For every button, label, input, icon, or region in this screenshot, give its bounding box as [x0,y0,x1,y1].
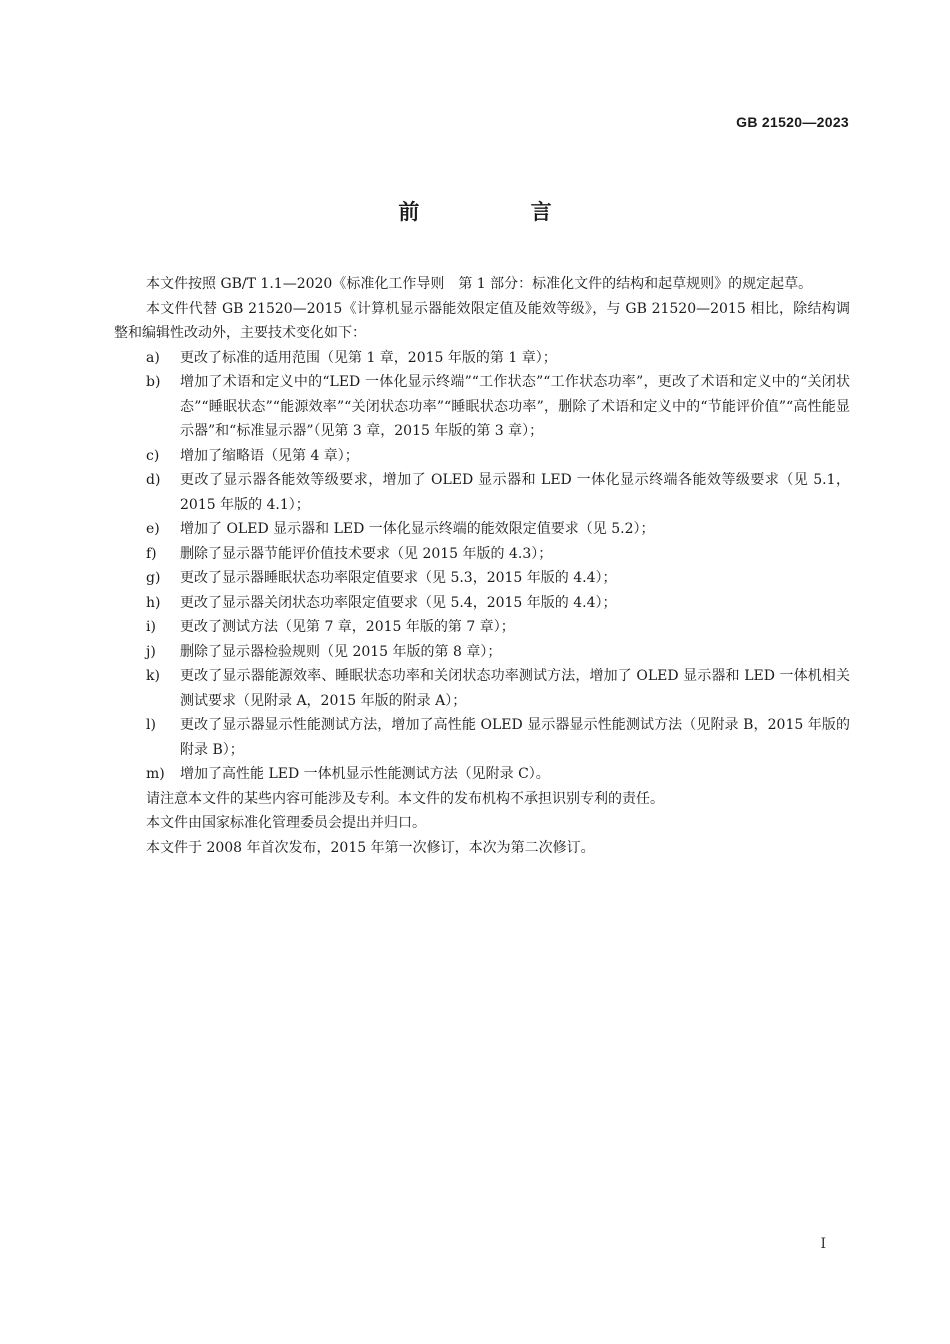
list-item [114,713,850,762]
item-marker: a) [146,349,160,366]
item-text: 删除了显示器检验规则（见 2015 年版的第 8 章）； [180,643,502,660]
item-text: 更改了显示器各能效等级要求，增加了 OLED 显示器和 LED 一体化显示终端各能效等级要求（见 5.1，2015 年版的 4.1）； [180,472,850,513]
list-item [114,591,850,616]
list-item [114,517,850,542]
item-text: 增加了术语和定义中的“LED 一体化显示终端”“工作状态”“工作状态功率”，更改了术语和定义中的“关闭状态”“睡眠状态”“能源效率”“关闭状态功率”“睡眠状态功率”，删除了术语和定义中的“节能评价值”“高性能显示器”和“标准显示器”（见第 3 章，2015 年版的第 3 章）； [180,374,850,439]
intro-paragraph: 本文件代替 GB 21520—2015《计算机显示器能效限定值及能效等级》，与 GB 21520—2015 相比，除结构调整和编辑性改动外，主要技术变化如下： [114,300,850,341]
list-item [114,762,850,787]
item-marker: j) [146,643,156,660]
intro-paragraph: 本文件按照 GB/T 1.1—2020《标准化工作导则 第 1 部分：标准化文件的结构和起草规则》的规定起草。 [146,276,813,292]
item-text: 更改了标准的适用范围（见第 1 章，2015 年版的第 1 章）； [180,349,557,366]
list-item [114,615,850,640]
list-item [114,444,850,469]
item-marker: d) [146,472,161,488]
item-text: 增加了 OLED 显示器和 LED 一体化显示终端的能效限定值要求（见 5.2）； [180,521,655,537]
item-text: 删除了显示器节能评价值技术要求（见 2015 年版的 4.3）； [180,545,553,562]
item-text: 增加了缩略语（见第 4 章）； [180,447,359,464]
document-body [114,272,850,860]
item-marker: m) [146,766,165,782]
item-marker: e) [146,521,160,537]
list-item [114,346,850,371]
page-title: 前 言 [398,200,604,224]
item-marker: k) [146,668,160,684]
standard-number: GB 21520—2023 [736,114,849,130]
item-text: 更改了显示器睡眠状态功率限定值要求（见 5.3，2015 年版的 4.4）； [180,570,617,586]
list-item [114,468,850,517]
item-text: 更改了显示器显示性能测试方法，增加了高性能 OLED 显示器显示性能测试方法（见附录 B，2015 年版的附录 B）； [180,717,850,758]
list-item [114,640,850,665]
page-number: Ⅰ [820,1236,826,1252]
list-item [114,370,850,444]
item-marker: i) [146,619,156,635]
list-item [114,542,850,567]
closing-paragraph: 请注意本文件的某些内容可能涉及专利。本文件的发布机构不承担识别专利的责任。 [146,790,664,807]
item-marker: b) [146,374,161,390]
closing-paragraph: 本文件由国家标准化管理委员会提出并归口。 [146,815,426,831]
list-item [114,566,850,591]
item-marker: l) [146,717,156,733]
item-marker: h) [146,594,161,611]
list-item [114,664,850,713]
item-text: 更改了测试方法（见第 7 章，2015 年版的第 7 章）； [180,619,515,635]
item-text: 更改了显示器关闭状态功率限定值要求（见 5.4，2015 年版的 4.4）； [180,594,617,611]
changes-list [114,346,850,787]
item-marker: c) [146,447,160,464]
item-text: 增加了高性能 LED 一体机显示性能测试方法（见附录 C）。 [180,766,550,782]
item-marker: f) [146,545,157,562]
closing-paragraph: 本文件于 2008 年首次发布，2015 年第一次修订，本次为第二次修订。 [146,839,595,856]
item-marker: g) [146,570,161,586]
item-text: 更改了显示器能源效率、睡眠状态功率和关闭状态功率测试方法，增加了 OLED 显示器和 LED 一体机相关测试要求（见附录 A，2015 年版的附录 A）； [180,668,850,709]
